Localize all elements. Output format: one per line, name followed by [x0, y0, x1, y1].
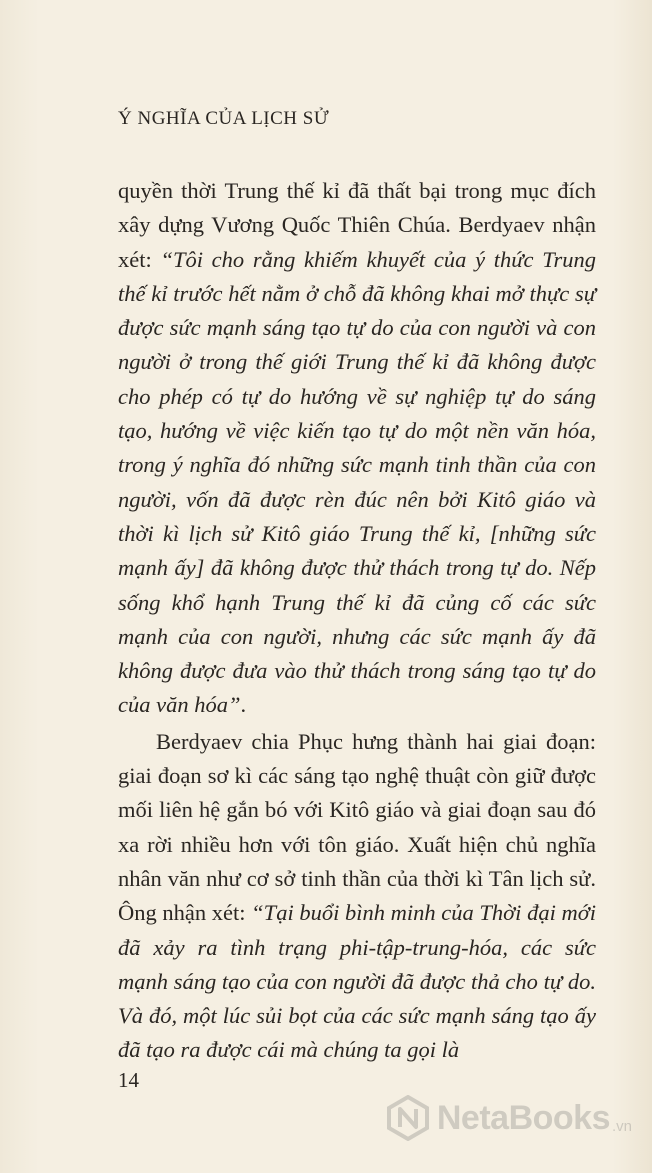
running-head: Ý NGHĨA CỦA LỊCH SỬ [118, 108, 330, 129]
paragraph-2-quote: “Tại buổi bình minh của Thời đại mới đã xảy ra tình trạng phi-tập-trung-hóa, các sức mạnh sáng tạo của con người đã được thả cho tự do. Và đó, một lúc sủi bọt của các sức mạnh sáng tạo ấy đã tạo ra được cái mà chúng ta gọi là [118, 900, 596, 1063]
watermark-tld: .vn [611, 1118, 632, 1135]
netabooks-logo-icon [385, 1095, 431, 1141]
page-number: 14 [118, 1068, 139, 1092]
watermark-brand: NetaBooks [436, 1098, 610, 1137]
watermark [385, 1095, 632, 1141]
paragraph-1-intro: quyền thời Trung thế kỉ đã thất bại trong mục đích xây dựng Vương Quốc Thiên Chúa. Berdyaev nhận xét: [118, 178, 596, 272]
paragraph-1-quote: “Tôi cho rằng khiếm khuyết của ý thức Trung thế kỉ trước hết nằm ở chỗ đã không khai mở thực sự được sức mạnh sáng tạo tự do của con người và con người ở trong thế giới Trung thế kỉ đã không được cho phép có tự do hướng về sự nghiệp tự do sáng tạo, hướng về việc kiến tạo tự do một nền văn hóa, trong ý nghĩa đó những sức mạnh tinh thần của con người, vốn đã được rèn đúc nên bởi Kitô giáo và thời kì lịch sử Kitô giáo Trung thế kỉ, [những sức mạnh ấy] đã không được thử thách trong tự do. Nếp sống khổ hạnh Trung thế kỉ đã củng cố các sức mạnh của con người, nhưng các sức mạnh ấy đã không được đưa vào thử thách trong sáng tạo tự do của văn hóa” [118, 246, 596, 718]
paragraph-2 [118, 725, 596, 1068]
paragraph-1 [118, 174, 596, 723]
paragraph-2-intro: Berdyaev chia Phục hưng thành hai giai đoạn: giai đoạn sơ kì các sáng tạo nghệ thuật còn giữ được mối liên hệ gắn bó với Kitô giáo và giai đoạn sau đó xa rời nhiều hơn với tôn giáo. Xuất hiện chủ nghĩa nhân văn như cơ sở tinh thần của thời kì Tân lịch sử. Ông nhận xét: [118, 728, 596, 926]
body-text [118, 174, 596, 1068]
paragraph-1-end: . [240, 692, 247, 718]
